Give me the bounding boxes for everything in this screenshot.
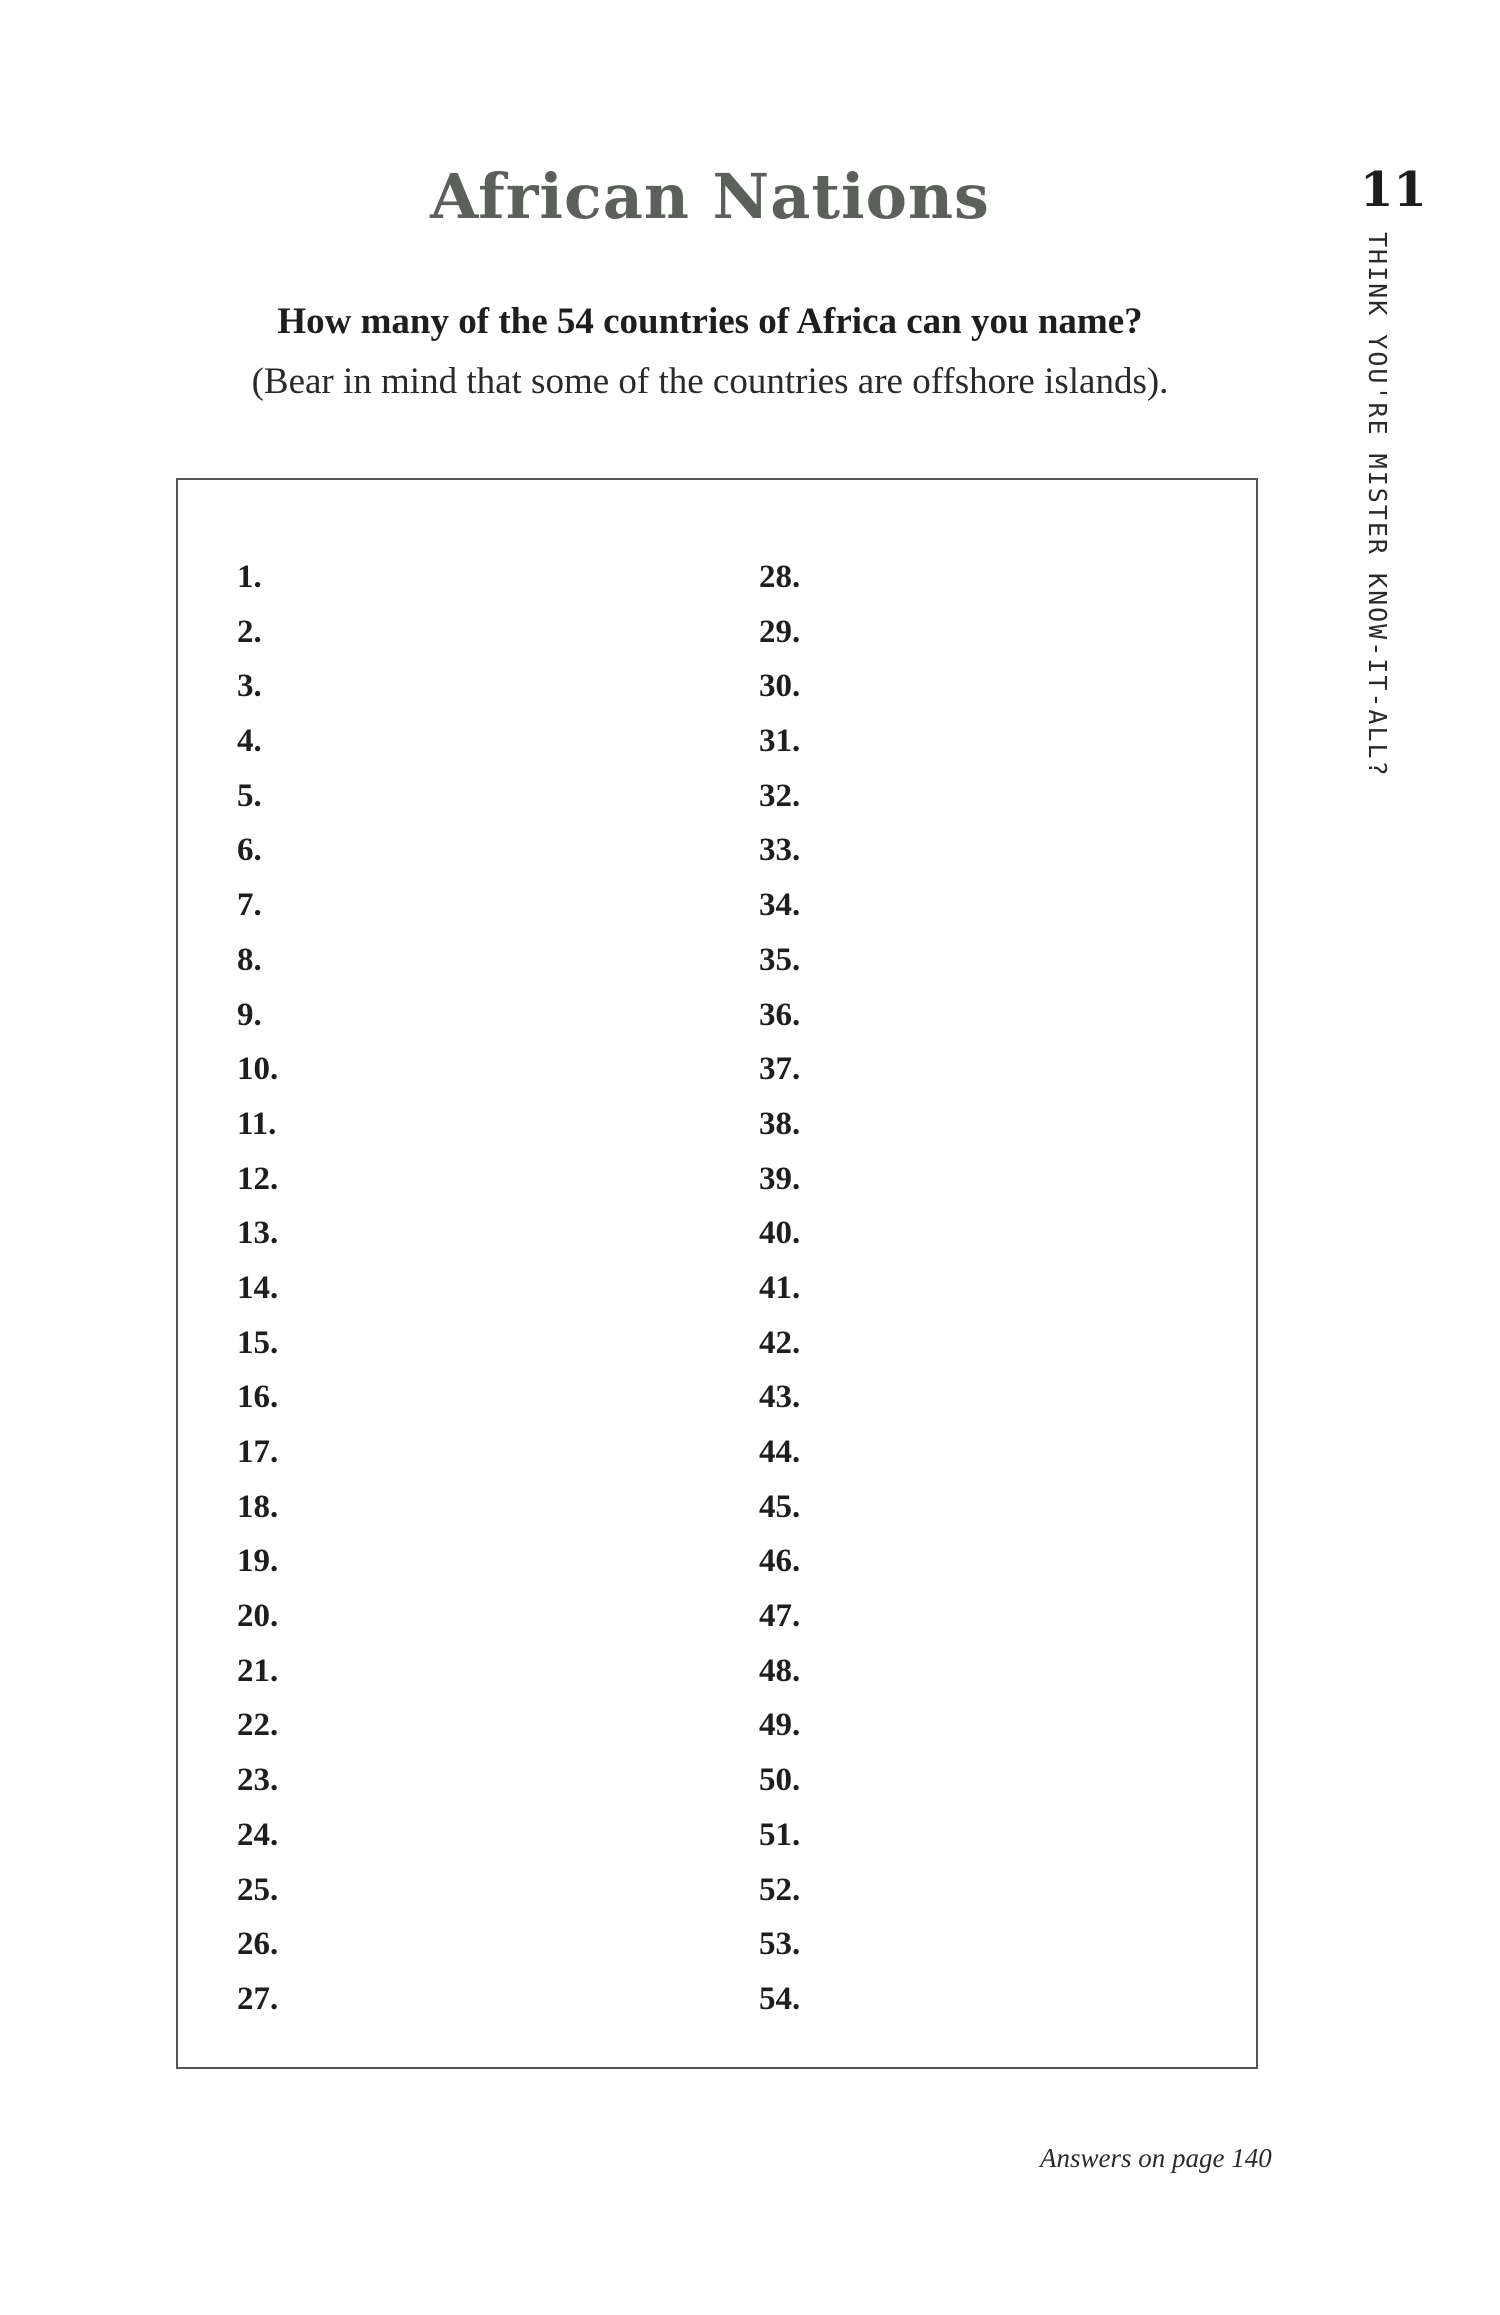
answer-line-number: 19.	[237, 1543, 279, 1580]
answer-line-number: 48.	[759, 1652, 801, 1689]
quiz-question: How many of the 54 countries of Africa can you name?	[277, 301, 1143, 342]
answer-line-number: 1.	[237, 559, 262, 595]
answer-column-right	[759, 550, 800, 2027]
answer-line-number: 28.	[759, 559, 801, 595]
page-number: 11	[1360, 162, 1427, 218]
answer-line-number: 31.	[759, 723, 801, 760]
answer-line-number: 43.	[759, 1379, 801, 1416]
answer-line-number: 37.	[759, 1051, 801, 1088]
answer-line-number: 52.	[759, 1871, 801, 1908]
answer-line-number: 45.	[759, 1488, 801, 1525]
answer-line-number: 9.	[237, 996, 262, 1033]
answer-line-number: 47.	[759, 1598, 801, 1635]
answer-line-number: 42.	[759, 1324, 801, 1361]
answer-line-number: 53.	[759, 1926, 801, 1963]
answer-line-number: 51.	[759, 1816, 801, 1853]
answer-line-number: 36.	[759, 996, 801, 1033]
quiz-note: (Bear in mind that some of the countries are offshore islands).	[251, 361, 1169, 402]
answer-line-number: 41.	[759, 1269, 801, 1306]
answer-line-number: 34.	[759, 887, 801, 924]
answer-line-number: 18.	[237, 1488, 279, 1525]
answer-line-number: 21.	[237, 1652, 279, 1689]
answer-column-left	[237, 550, 278, 2027]
answer-line-number: 14.	[237, 1269, 279, 1306]
answer-line-number: 54.	[759, 1980, 801, 2017]
answer-line-number: 4.	[237, 723, 262, 760]
running-head: THINK YOU'RE MISTER KNOW-IT-ALL?	[1363, 232, 1392, 778]
answer-line-number: 39.	[759, 1160, 801, 1197]
answer-line-number: 24.	[237, 1816, 279, 1853]
answer-line-number: 27.	[237, 1980, 279, 2017]
answer-box	[176, 478, 1258, 2069]
answer-line-number: 40.	[759, 1215, 801, 1252]
answer-line-number: 30.	[759, 668, 801, 705]
answer-line-number: 23.	[237, 1762, 279, 1799]
answer-line-number: 6.	[237, 832, 262, 869]
answer-line-number: 50.	[759, 1762, 801, 1799]
answer-line-number: 32.	[759, 777, 801, 814]
answer-line-number: 26.	[237, 1926, 279, 1963]
page-title: African Nations	[430, 160, 990, 233]
answer-line-number: 38.	[759, 1105, 801, 1142]
answer-line-number: 15.	[237, 1324, 279, 1361]
answer-line-number: 44.	[759, 1434, 801, 1470]
answer-line-number: 49.	[759, 1707, 801, 1744]
answer-line-number: 17.	[237, 1434, 279, 1470]
answer-line-number: 3.	[237, 668, 262, 705]
answer-line-number: 10.	[237, 1051, 279, 1088]
answer-line-number: 20.	[237, 1598, 279, 1635]
answer-line-number: 29.	[759, 613, 801, 650]
answer-line-number: 16.	[237, 1379, 279, 1416]
answer-line-number: 13.	[237, 1215, 279, 1252]
answer-line-number: 25.	[237, 1871, 279, 1908]
answer-line-number: 12.	[237, 1160, 279, 1197]
answer-line-number: 22.	[237, 1707, 279, 1744]
answer-line-number: 35.	[759, 941, 801, 978]
answer-line-number: 7.	[237, 887, 262, 924]
answer-line-number: 46.	[759, 1543, 801, 1580]
answer-line-number: 33.	[759, 832, 801, 869]
answer-line-number: 8.	[237, 941, 262, 978]
answer-line-number: 11.	[237, 1105, 277, 1142]
answer-line-number: 5.	[237, 777, 262, 814]
answers-reference: Answers on page 140	[1040, 2143, 1272, 2173]
answer-line-number: 2.	[237, 613, 262, 650]
